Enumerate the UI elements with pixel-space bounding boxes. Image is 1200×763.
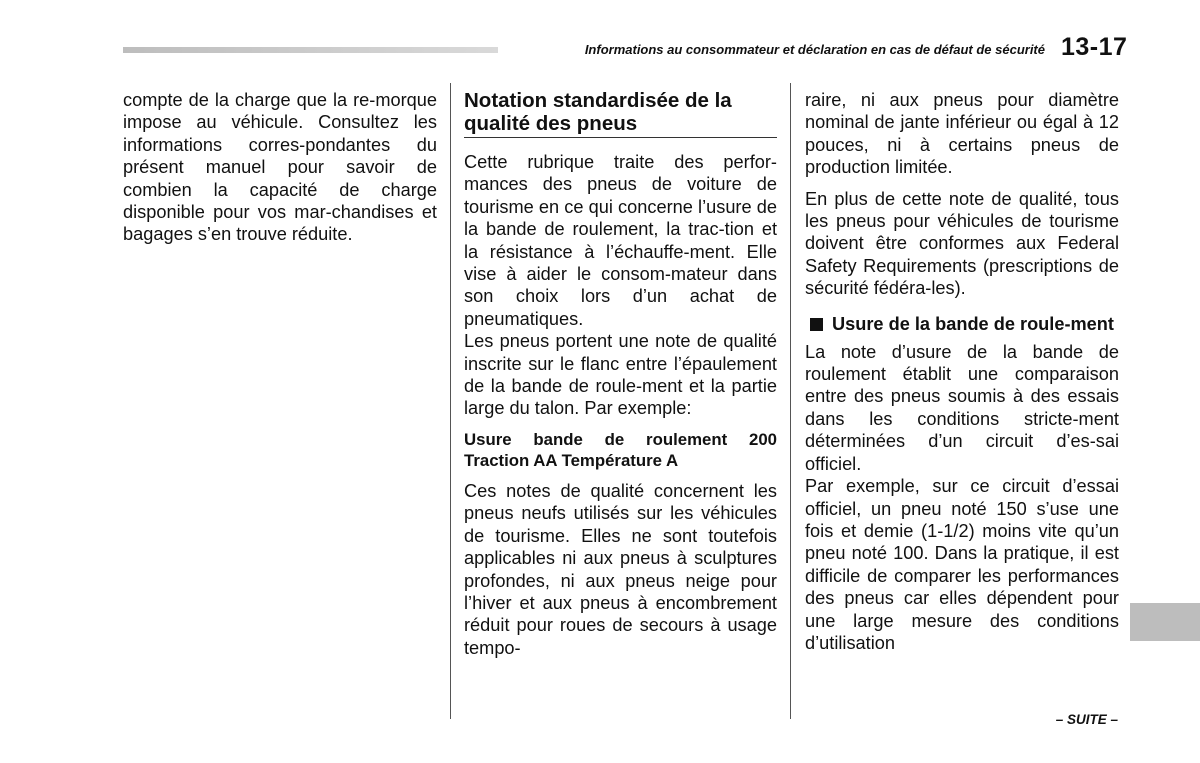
col2-paragraph-2: Les pneus portent une note de qualité inscrite sur le flanc entre l’épaulement de la bande de roule-ment et la partie large du talon. Par exemple: xyxy=(464,331,777,419)
running-header: Informations au consommateur et déclaration en cas de défaut de sécurité xyxy=(584,42,1045,57)
column-divider-1 xyxy=(450,83,451,719)
section-title: Notation standardisée de la qualité des pneus xyxy=(464,89,777,138)
column-1 xyxy=(123,89,437,246)
page-number: 13-17 xyxy=(1061,33,1128,61)
square-bullet-icon xyxy=(810,318,823,331)
col3-paragraph-2: En plus de cette note de qualité, tous les pneus pour véhicules de tourisme doivent être conformes aux Federal Safety Requirements (prescriptions de sécurité fédéra-les). xyxy=(805,188,1119,299)
column-2 xyxy=(464,89,777,659)
chapter-thumb-tab xyxy=(1130,603,1200,641)
column-divider-2 xyxy=(790,83,791,719)
column-3 xyxy=(805,89,1119,654)
header-rule xyxy=(123,47,498,53)
col2-paragraph-3: Ces notes de qualité concernent les pneus neufs utilisés sur les véhicules de tourisme. Elles ne sont toutefois applicables ni aux pneus à sculptures profondes, ni aux pneus neige pour l’hiver et aux pneus à encombrement réduit pour roues de secours à usage tempo- xyxy=(464,480,777,658)
col3-paragraph-3: La note d’usure de la bande de roulement établit une comparaison entre des pneus soumis à des essais dans les conditions stricte-ment déterminées d’un circuit d’es-sai officiel. xyxy=(805,341,1119,474)
grade-example: Usure bande de roulement 200 Traction AA Température A xyxy=(464,429,777,470)
col3-paragraph-1: raire, ni aux pneus pour diamètre nominal de jante inférieur ou égal à 12 pouces, ni à certains pneus de production limitée. xyxy=(805,90,1119,178)
continued-marker: – SUITE – xyxy=(1055,712,1118,727)
col3-paragraph-4: Par exemple, sur ce circuit d’essai officiel, un pneu noté 150 s’use une fois et demie (1-1/2) moins vite qu’un pneu noté 100. Dans la pratique, il est difficile de comparer les performances des pneus car elles dépendent pour une large mesure des conditions d’utilisation xyxy=(805,476,1119,653)
col2-paragraph-1: Cette rubrique traite des perfor-mances des pneus de voiture de tourisme en ce qui concerne l’usure de la bande de roulement, la trac-tion et la résistance à l’échauffe-ment. Elle vise à aider le consom-mateur dans son choix lors d’un achat de pneumatiques. xyxy=(464,152,777,329)
col1-paragraph: compte de la charge que la re-morque impose au véhicule. Consultez les informations corres-pondantes du présent manuel pour savoir de combien la capacité de charge disponible pour vos mar-chandises et bagages s’en trouve réduite. xyxy=(123,90,437,245)
subheading-text: Usure de la bande de roule-ment xyxy=(832,313,1114,334)
subheading xyxy=(805,314,1119,335)
